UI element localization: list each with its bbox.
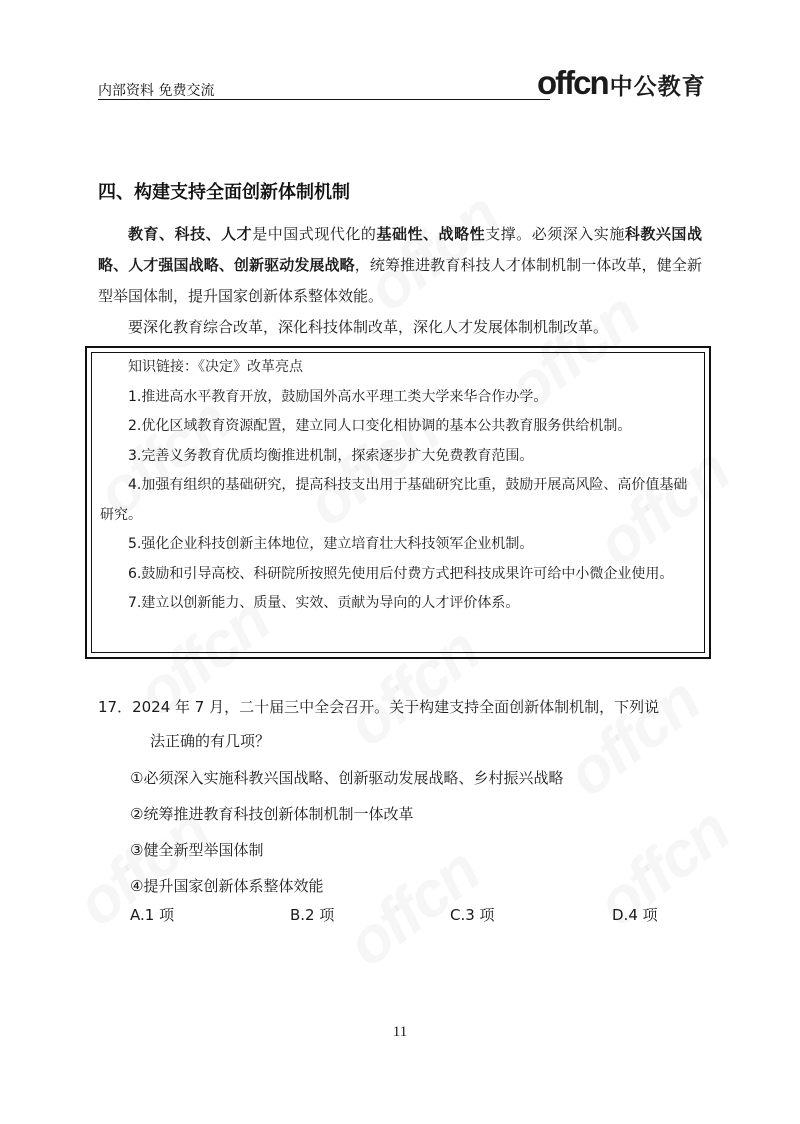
section-title: 四、构建支持全面创新体制机制: [98, 182, 350, 203]
bold-phrase: 基础性、战略性: [376, 225, 486, 243]
statement-item: ①必须深入实施科教兴国战略、创新驱动发展战略、乡村振兴战略: [130, 769, 564, 787]
brand-logo: [537, 66, 706, 99]
header-label: 内部资料 免费交流: [98, 83, 215, 99]
header-rule: [98, 99, 550, 100]
box-item: 6.鼓励和引导高校、科研院所按照先使用后付费方式把科技成果许可给中小微企业使用。: [128, 565, 674, 582]
question-number: 17．: [98, 698, 133, 716]
text-span: ，统筹推进教育科技人才体制机制一体改革，健全新型举国体制，提升国家创新体系整体效能。: [98, 256, 702, 305]
question-line-1: [98, 690, 708, 724]
choice-d: D.4 项: [612, 906, 658, 924]
choice-a: A.1 项: [130, 906, 175, 924]
watermark-logo: [583, 793, 743, 941]
question-stem: [98, 690, 708, 758]
choice-b: B.2 项: [290, 906, 335, 924]
box-item: 7.建立以创新能力、质量、实效、贡献为导向的人才评价体系。: [128, 595, 520, 611]
box-item: 3.完善义务教育优质均衡推进机制，探索逐步扩大免费教育范围。: [128, 447, 534, 464]
box-item: 1.推进高水平教育开放，鼓励国外高水平理工类大学来华合作办学。: [128, 388, 548, 405]
box-title: 知识链接：《决定》改革亮点: [128, 359, 303, 375]
statement-item: ④提升国家创新体系整体效能: [130, 877, 324, 895]
choice-c: C.3 项: [450, 906, 495, 924]
box-item: 4.加强有组织的基础研究，提高科技支出用于基础研究比重，鼓励开展高风险、高价值基础研究。: [100, 477, 688, 523]
intro-paragraph: [98, 219, 702, 312]
box-item: 2.优化区域教育资源配置，建立同人口变化相协调的基本公共教育服务供给机制。: [128, 418, 632, 434]
box-item: 5.强化企业科技创新主体地位，建立培育壮大科技领军企业机制。: [128, 536, 534, 552]
question-line-2: 法正确的有几项？: [150, 732, 271, 750]
bold-phrase: 科教兴国战略、人才强国战略、创新驱动发展战略: [98, 225, 702, 274]
question-text: 2024 年 7 月，二十届三中全会召开。关于构建支持全面创新体制机制，下列说: [132, 698, 660, 716]
statement-item: ②统筹推进教育科技创新体制机制一体改革: [130, 805, 414, 823]
logo-wordmark: offcn: [537, 64, 608, 101]
reform-paragraph: 要深化教育综合改革，深化科技体制改革，深化人才发展体制机制改革。: [128, 318, 609, 336]
text-span: 支撑。必须深入实施: [485, 225, 625, 243]
statement-list: [130, 760, 563, 904]
page-number: 11: [392, 1024, 408, 1040]
box-content: [100, 353, 690, 619]
bold-phrase: 教育、科技、人才: [128, 225, 253, 243]
logo-chinese-name: 中公教育: [609, 74, 706, 100]
text-span: 是中国式现代化的: [252, 225, 377, 243]
knowledge-link-box: [85, 346, 711, 659]
statement-item: ③健全新型举国体制: [130, 841, 264, 859]
